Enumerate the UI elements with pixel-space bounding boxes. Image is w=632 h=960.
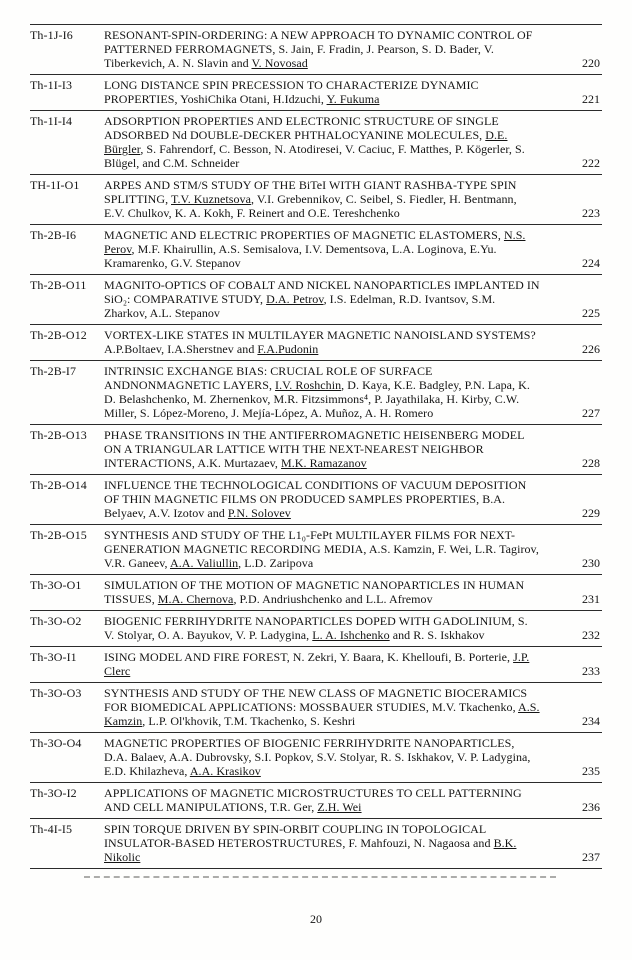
underlined-author: L. A. Ishchenko bbox=[312, 628, 390, 642]
entry-title-authors bbox=[104, 78, 556, 106]
entry-page-number: 236 bbox=[582, 800, 600, 814]
entry-title-authors bbox=[104, 736, 556, 778]
underlined-author: A.S. Kamzin bbox=[104, 700, 540, 728]
entry-page-number: 221 bbox=[582, 92, 600, 106]
entry-text-segment: , I.S. Edelman, R.D. Ivantsov, S.M. Zharkov, A.L. Stepanov bbox=[104, 292, 496, 320]
session-code: Th-2B-O14 bbox=[30, 478, 87, 492]
session-code: Th-3O-O1 bbox=[30, 578, 82, 592]
entry-text-segment: ADSORPTION PROPERTIES AND ELECTRONIC STRUCTURE OF SINGLE ADSORBED Nd DOUBLE-DECKER PHTHALOCYANINE MOLECULES, bbox=[104, 114, 499, 142]
underlined-author: T.V. Kuznetsova bbox=[171, 192, 251, 206]
entry-title-authors bbox=[104, 528, 556, 570]
entry-text-segment: PHASE TRANSITIONS IN THE ANTIFERROMAGNETIC HEISENBERG MODEL ON A TRIANGULAR LATTICE WITH THE NEXT-NEAREST NEIGHBOR INTERACTIONS, A.K. Murtazaev, bbox=[104, 428, 525, 470]
toc-entry bbox=[30, 474, 602, 524]
entry-page-number: 223 bbox=[582, 206, 600, 220]
entry-title-authors bbox=[104, 614, 556, 642]
entry-title-authors bbox=[104, 686, 556, 728]
entry-text-segment: ISING MODEL AND FIRE FOREST, N. Zekri, Y. Baara, K. Khelloufi, B. Porterie, bbox=[104, 650, 514, 664]
toc-entry bbox=[30, 732, 602, 782]
entry-text-segment: and R. S. Iskhakov bbox=[389, 628, 485, 642]
entry-text-segment: ARPES AND STM/S STUDY OF THE BiTeI WITH GIANT RASHBA-TYPE SPIN SPLITTING, bbox=[104, 178, 517, 206]
session-code: Th-3O-O3 bbox=[30, 686, 82, 700]
toc-entry bbox=[30, 274, 602, 324]
entry-text-segment: APPLICATIONS OF MAGNETIC MICROSTRUCTURES TO CELL PATTERNING AND CELL MANIPULATIONS, T.R. Ger, bbox=[104, 786, 522, 814]
toc-entry bbox=[30, 574, 602, 610]
entry-text-segment: , P.D. Andriushchenko and L.L. Afremov bbox=[233, 592, 433, 606]
entry-title-authors bbox=[104, 822, 556, 864]
toc-entry bbox=[30, 224, 602, 274]
entry-text-segment: MAGNETIC AND ELECTRIC PROPERTIES OF MAGNETIC ELASTOMERS, bbox=[104, 228, 504, 242]
underlined-author: B.K. Nikolic bbox=[104, 836, 517, 864]
page-number: 20 bbox=[310, 912, 322, 926]
divider-line bbox=[84, 876, 556, 878]
underlined-author: P.N. Solovev bbox=[227, 506, 291, 520]
page-footer bbox=[0, 912, 632, 927]
entry-text-segment: SYNTHESIS AND STUDY OF THE L1₀-FePt MULTILAYER FILMS FOR NEXT-GENERATION MAGNETIC RECORDING MEDIA, A.S. Kamzin, F. Wei, L.R. Tagirov, V.R. Ganeev, bbox=[104, 528, 539, 570]
entry-page-number: 220 bbox=[582, 56, 600, 70]
entry-page-number: 225 bbox=[582, 306, 600, 320]
entry-text-segment: VORTEX-LIKE STATES IN MULTILAYER MAGNETIC NANOISLAND SYSTEMS? A.P.Boltaev, I.A.Sherstnev and bbox=[104, 328, 536, 356]
entry-page-number: 232 bbox=[582, 628, 600, 642]
entry-text-segment: , V.I. Grebennikov, C. Seibel, S. Fiedler, H. Bentmann, E.V. Chulkov, K. A. Kokh, F. Reinert and O.E. Tereshchenko bbox=[104, 192, 517, 220]
session-code: Th-3O-O2 bbox=[30, 614, 82, 628]
toc-entry bbox=[30, 360, 602, 424]
entry-title-authors bbox=[104, 786, 556, 814]
entry-title-authors bbox=[104, 278, 556, 320]
session-code: Th-2B-O13 bbox=[30, 428, 87, 442]
toc-entry bbox=[30, 646, 602, 682]
entry-page-number: 234 bbox=[582, 714, 600, 728]
entry-title-authors bbox=[104, 578, 556, 606]
underlined-author: N.S. Perov bbox=[104, 228, 526, 256]
session-code: Th-1I-I3 bbox=[30, 78, 73, 92]
session-code: Th-2B-I7 bbox=[30, 364, 77, 378]
underlined-author: I.V. Roshchin bbox=[275, 378, 342, 392]
entry-page-number: 237 bbox=[582, 850, 600, 864]
entry-text-segment: MAGNETIC PROPERTIES OF BIOGENIC FERRIHYDRITE NANOPARTICLES, D.A. Balaev, A.A. Dubrovsky, S.I. Popkov, S.V. Stolyar, R. S. Iskhakov, V. P. Ladygina, E.D. Khilazheva, bbox=[104, 736, 531, 778]
toc-entry bbox=[30, 782, 602, 818]
underlined-author: V. Novosad bbox=[251, 56, 308, 70]
toc-entry bbox=[30, 524, 602, 574]
entry-text-segment: SYNTHESIS AND STUDY OF THE NEW CLASS OF MAGNETIC BIOCERAMICS FOR BIOMEDICAL APPLICATIONS: MOSSBAUER STUDIES, M.V. Tkachenko, bbox=[104, 686, 528, 714]
entry-text-segment: MAGNITO-OPTICS OF COBALT AND NICKEL NANOPARTICLES IMPLANTED IN SiO₂: COMPARATIVE STUDY, bbox=[104, 278, 540, 306]
toc-entry bbox=[30, 110, 602, 174]
session-code: Th-2B-O12 bbox=[30, 328, 87, 342]
entry-page-number: 235 bbox=[582, 764, 600, 778]
entry-title-authors bbox=[104, 650, 556, 678]
toc-entry bbox=[30, 682, 602, 732]
entry-text-segment: INFLUENCE THE TECHNOLOGICAL CONDITIONS OF VACUUM DEPOSITION OF THIN MAGNETIC FILMS ON PRODUCED SAMPLES PROPERTIES, B.A. Belyaev, A.V. Izotov and bbox=[104, 478, 527, 520]
underlined-author: Z.H. Wei bbox=[317, 800, 362, 814]
toc-entry bbox=[30, 74, 602, 110]
session-code: Th-4I-I5 bbox=[30, 822, 73, 836]
session-code: Th-3O-I2 bbox=[30, 786, 77, 800]
entry-text-segment: SIMULATION OF THE MOTION OF MAGNETIC NANOPARTICLES IN HUMAN TISSUES, bbox=[104, 578, 525, 606]
entry-text-segment: RESONANT-SPIN-ORDERING: A NEW APPROACH TO DYNAMIC CONTROL OF PATTERNED FERROMAGNETS, S. Jain, F. Fradin, J. Pearson, S. D. Bader, V. Tiberkevich, A. N. Slavin and bbox=[104, 28, 533, 70]
entry-page-number: 227 bbox=[582, 406, 600, 420]
entry-title-authors bbox=[104, 228, 556, 270]
entry-title-authors bbox=[104, 28, 556, 70]
underlined-author: D.E. Bürgler bbox=[104, 128, 508, 156]
entry-title-authors bbox=[104, 364, 556, 420]
toc-entry bbox=[30, 324, 602, 360]
entry-page-number: 229 bbox=[582, 506, 600, 520]
entry-text-segment: , M.F. Khairullin, A.S. Semisalova, I.V. Dementsova, L.A. Loginova, E.Yu. Kramarenko, G.V. Stepanov bbox=[104, 242, 497, 270]
toc-entry bbox=[30, 24, 602, 74]
session-code: Th-3O-I1 bbox=[30, 650, 77, 664]
underlined-author: D.A. Petrov bbox=[266, 292, 324, 306]
entry-text-segment: LONG DISTANCE SPIN PRECESSION TO CHARACTERIZE DYNAMIC PROPERTIES, YoshiChika Otani, H.Idzuchi, bbox=[104, 78, 479, 106]
underlined-author: A.A. Valiullin bbox=[169, 556, 239, 570]
session-code: TH-1I-O1 bbox=[30, 178, 80, 192]
underlined-author: A.A. Krasikov bbox=[189, 764, 261, 778]
session-code: Th-3O-O4 bbox=[30, 736, 82, 750]
entry-page-number: 224 bbox=[582, 256, 600, 270]
entry-text-segment: , S. Fahrendorf, C. Besson, N. Atodiresei, V. Caciuc, F. Matthes, P. Kögerler, S. Blügel, and C.M. Schneider bbox=[104, 142, 525, 170]
toc-entry bbox=[30, 424, 602, 474]
entry-page-number: 222 bbox=[582, 156, 600, 170]
entry-title-authors bbox=[104, 114, 556, 170]
entry-page-number: 226 bbox=[582, 342, 600, 356]
underlined-author: F.A.Pudonin bbox=[257, 342, 319, 356]
entry-page-number: 230 bbox=[582, 556, 600, 570]
session-code: Th-2B-O15 bbox=[30, 528, 87, 542]
entry-title-authors bbox=[104, 478, 556, 520]
toc-table bbox=[30, 24, 602, 869]
toc-entry bbox=[30, 610, 602, 646]
underlined-author: M.K. Ramazanov bbox=[281, 456, 367, 470]
entry-text-segment: , L.P. Ol'khovik, T.M. Tkachenko, S. Keshri bbox=[142, 714, 356, 728]
toc-entry bbox=[30, 174, 602, 224]
entry-text-segment: BIOGENIC FERRIHYDRITE NANOPARTICLES DOPED WITH GADOLINIUM, S. V. Stolyar, O. A. Bayukov, V. P. Ladygina, bbox=[104, 614, 528, 642]
session-code: Th-1I-I4 bbox=[30, 114, 73, 128]
toc-entry bbox=[30, 818, 602, 869]
entry-text-segment: SPIN TORQUE DRIVEN BY SPIN-ORBIT COUPLING IN TOPOLOGICAL INSULATOR-BASED HETEROSTRUCTURES, F. Mahfouzi, N. Nagaosa and bbox=[104, 822, 494, 850]
underlined-author: M.A. Chernova bbox=[157, 592, 234, 606]
entry-text-segment: , L.D. Zaripova bbox=[238, 556, 314, 570]
underlined-author: J.P. Clerc bbox=[104, 650, 530, 678]
entry-title-authors bbox=[104, 328, 556, 356]
session-code: Th-2B-O11 bbox=[30, 278, 87, 292]
entry-title-authors bbox=[104, 178, 556, 220]
underlined-author: Y. Fukuma bbox=[326, 92, 380, 106]
entry-page-number: 228 bbox=[582, 456, 600, 470]
session-code: Th-2B-I6 bbox=[30, 228, 77, 242]
entry-page-number: 233 bbox=[582, 664, 600, 678]
entry-text-segment: , D. Kaya, K.E. Badgley, P.N. Lapa, K. D. Belashchenko, M. Zhernenkov, M.R. Fitzsimmons⁴, P. Jayathilaka, H. Kirby, C.W. Miller, S. López-Moreno, J. Mejía-López, A. Muñoz, A. H. Romero bbox=[104, 378, 530, 420]
session-code: Th-1J-I6 bbox=[30, 28, 73, 42]
entry-title-authors bbox=[104, 428, 556, 470]
entry-page-number: 231 bbox=[582, 592, 600, 606]
entry-text-segment: INTRINSIC EXCHANGE BIAS: CRUCIAL ROLE OF SURFACE ANDNONMAGNETIC LAYERS, bbox=[104, 364, 433, 392]
